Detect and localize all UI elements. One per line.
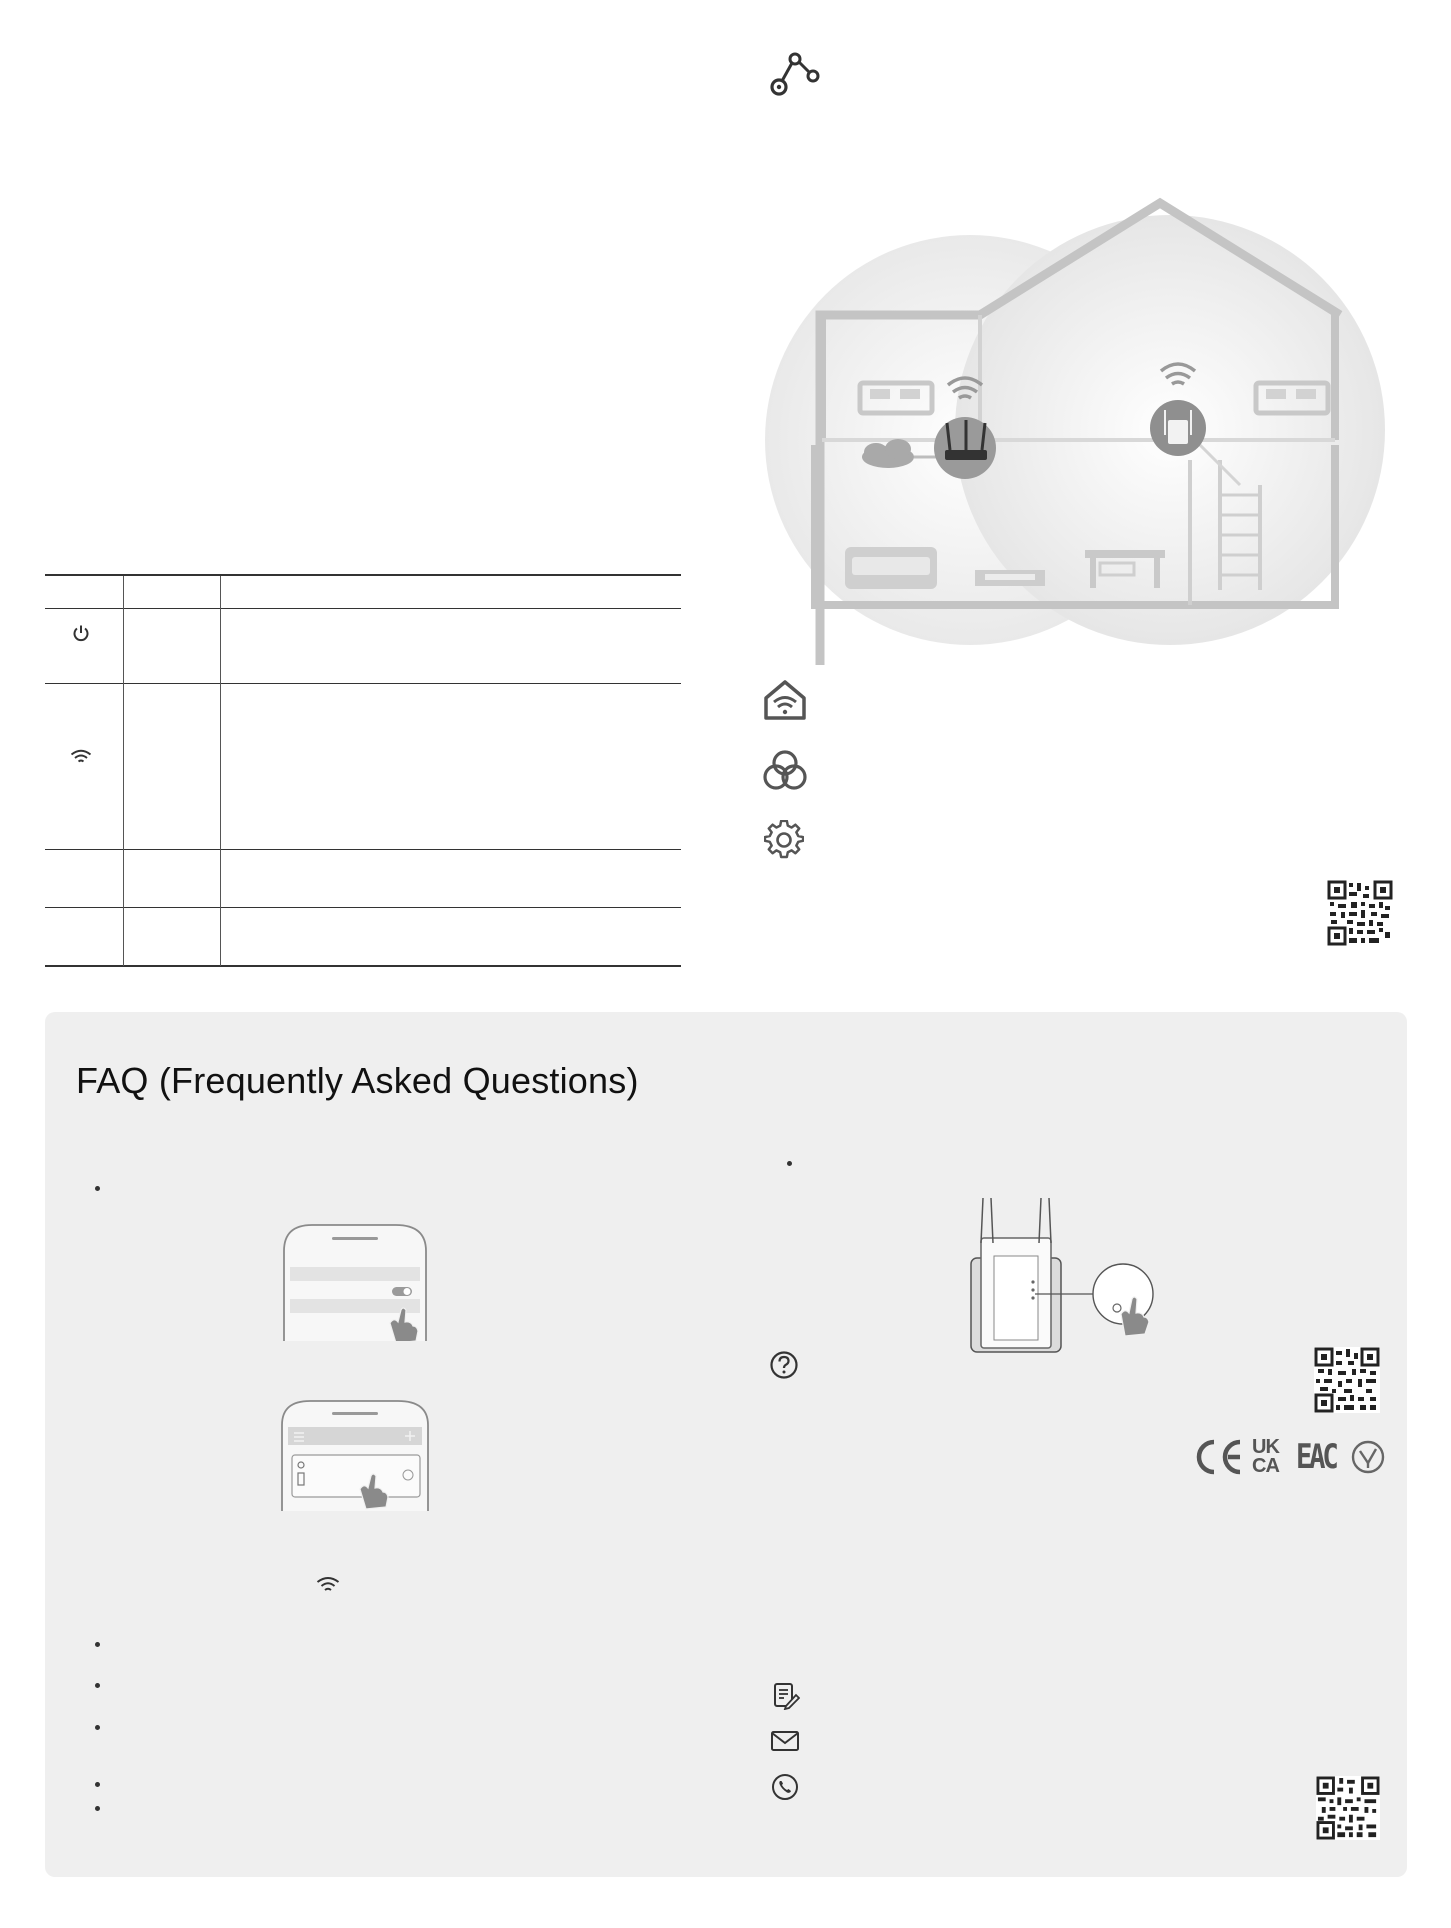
ukca-mark-top: UK [1252, 1436, 1279, 1458]
question-circle-icon [769, 1350, 799, 1380]
eac-mark: EAC [1296, 1437, 1336, 1477]
ukca-mark [1252, 1438, 1292, 1476]
list-bullet [95, 1725, 100, 1730]
weee-mark-icon [1350, 1439, 1386, 1475]
phone-app-illustration [280, 1399, 432, 1511]
envelope-icon [770, 1730, 800, 1752]
table-header-rule [45, 608, 681, 609]
extender-reset-illustration [965, 1198, 1215, 1358]
placement-illustration [760, 195, 1410, 665]
table-bottom-rule [45, 965, 681, 967]
ukca-mark-bottom: CA [1252, 1455, 1279, 1477]
list-bullet [95, 1683, 100, 1688]
mesh-rings-icon [762, 748, 808, 794]
table-column-divider [123, 576, 124, 966]
qr-code-icon [1327, 880, 1393, 946]
list-bullet [95, 1806, 100, 1811]
home-wifi-icon [762, 678, 808, 722]
faq-panel [45, 1012, 1407, 1877]
wifi-icon [316, 1576, 340, 1594]
gear-icon [764, 820, 804, 860]
qr-code-icon [1316, 1776, 1380, 1840]
ce-mark-icon [1192, 1437, 1244, 1477]
power-icon [72, 624, 90, 642]
list-bullet [95, 1186, 100, 1191]
qr-code-icon [1314, 1347, 1380, 1413]
document-edit-icon [772, 1682, 800, 1710]
table-top-rule [45, 574, 681, 576]
phone-settings-illustration [282, 1223, 432, 1341]
table-row-rule [45, 849, 681, 850]
wifi-icon [70, 749, 92, 765]
led-table [45, 574, 681, 968]
list-bullet [95, 1642, 100, 1647]
table-row-rule [45, 683, 681, 684]
list-bullet [95, 1782, 100, 1787]
table-column-divider [220, 576, 221, 966]
table-row-rule [45, 907, 681, 908]
faq-title: FAQ (Frequently Asked Questions) [76, 1060, 639, 1101]
list-bullet [787, 1161, 792, 1166]
certification-marks [1192, 1437, 1386, 1477]
phone-icon [771, 1773, 799, 1801]
network-nodes-icon [770, 52, 820, 98]
